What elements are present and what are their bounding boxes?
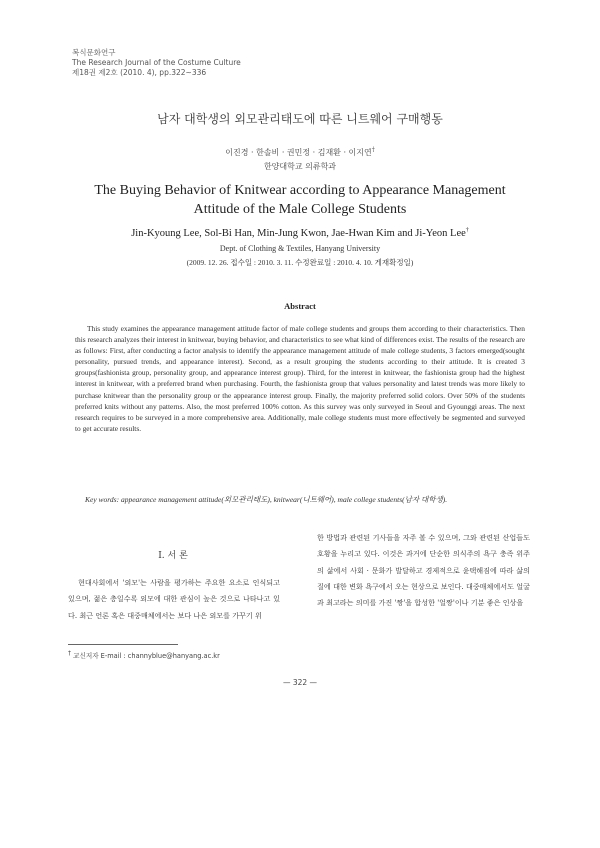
footnote [68,650,220,660]
abstract-heading: Abstract [284,301,316,311]
abstract-text: This study examines the appearance management attitude factor of male college students and groups them according to their characteristics. Then this research analyzes their interest in knitwear, buying behavior, and characteristics to see what kind of differences exist. The results of the research are as follows: First, after conducting a factor analysis to identify the appearance management attitude of male college students, 3 factors emerged(sought personality, pursued trends, and appearance interest). Second, as a result grouping the students according to their attitude. It is created 3 groups(fashionista group, personality group, and appearance interest group). Third, for the interest in knitwear, the fashionista group had the highest interest in knitwear, with a preferred brand when purchasing. Fourth, the fashionista group that values personality and latest trends was more likely to purchase knitwear than the personality group or the appearance interest group. Finally, the majority preferred solid colors. Over 50% of the students preferred knits without any patterns. Also, the most preferred 100% cotton. As this survey was only surveyed in Seoul and Gyounggi areas. The next research requires to be surveyed in a more comprehensive area. Additionally, male college students must more effectively be segmented and surveyed to get accurate results. [75,324,525,433]
submission-dates: (2009. 12. 26. 접수일 : 2010. 3. 11. 수정완료일 : 2010. 4. 10. 게재확정일) [186,258,414,267]
footnote-mark: † [68,649,71,657]
affiliation-korean: 한양대학교 의류학과 [263,162,337,171]
body-text-right-column: 한 방법과 관련된 기사들을 자주 볼 수 있으며, 그와 관련된 산업들도 호황을 누리고 있다. 이것은 과거에 단순한 의식주의 욕구 충족 위주의 삶에서 사회 · 문화가 발달하고 경제적으로 윤택해짐에 따라 삶의 질에 대한 변화 욕구에서 오는 현상으로 보인다. 대중매체에서도 얼굴과 최고라는 의미를 가진 '짱'을 합성한 '얼짱'이나 기분 좋은 인상을 [317,533,530,608]
authors-korean-names: 이진경 · 한솔비 · 권민정 · 김재환 · 이지연 [225,148,372,157]
corresponding-author-mark-en: † [465,227,469,234]
journal-issue: 제18권 제2호 (2010. 4), pp.322~336 [72,68,207,77]
page-number: — 322 — [282,678,318,687]
footnote-text: 교신저자 E-mail : channyblue@hanyang.ac.kr [73,652,220,660]
journal-name-ko: 복식문화연구 [72,48,116,57]
title-english-line-2: Attitude of the Male College Students [193,202,407,217]
title-korean: 남자 대학생의 외모관리태도에 따른 니트웨어 구매행동 [157,112,443,126]
journal-name-en: The Research Journal of the Costume Culture [72,58,241,67]
authors-english-names: Jin-Kyoung Lee, Sol-Bi Han, Min-Jung Kwon, Jae-Hwan Kim and Ji-Yeon Lee [131,228,466,239]
affiliation-english: Dept. of Clothing & Textiles, Hanyang University [219,244,381,253]
title-english-line-1: The Buying Behavior of Knitwear according to Appearance Management [94,183,506,198]
corresponding-author-mark: † [371,146,375,154]
authors-korean [0,147,600,158]
authors-english [0,228,600,239]
footnote-divider [68,644,178,645]
section-heading-introduction: Ⅰ. 서 론 [158,551,188,561]
keywords: Key words: appearance management attitude(외모관리태도), knitwear(니트웨어), male college students(남자 대학생). [85,495,448,504]
body-text-left-column: 현대사회에서 '외모'는 사람을 평가하는 주요한 요소로 인식되고 있으며, 젊은 층일수록 외모에 대한 관심이 높은 것으로 나타나고 있다. 최근 언론 혹은 대중매체에서는 보다 나은 외모를 가꾸기 위 [68,578,280,620]
title-english [0,181,600,219]
journal-header [72,48,241,78]
